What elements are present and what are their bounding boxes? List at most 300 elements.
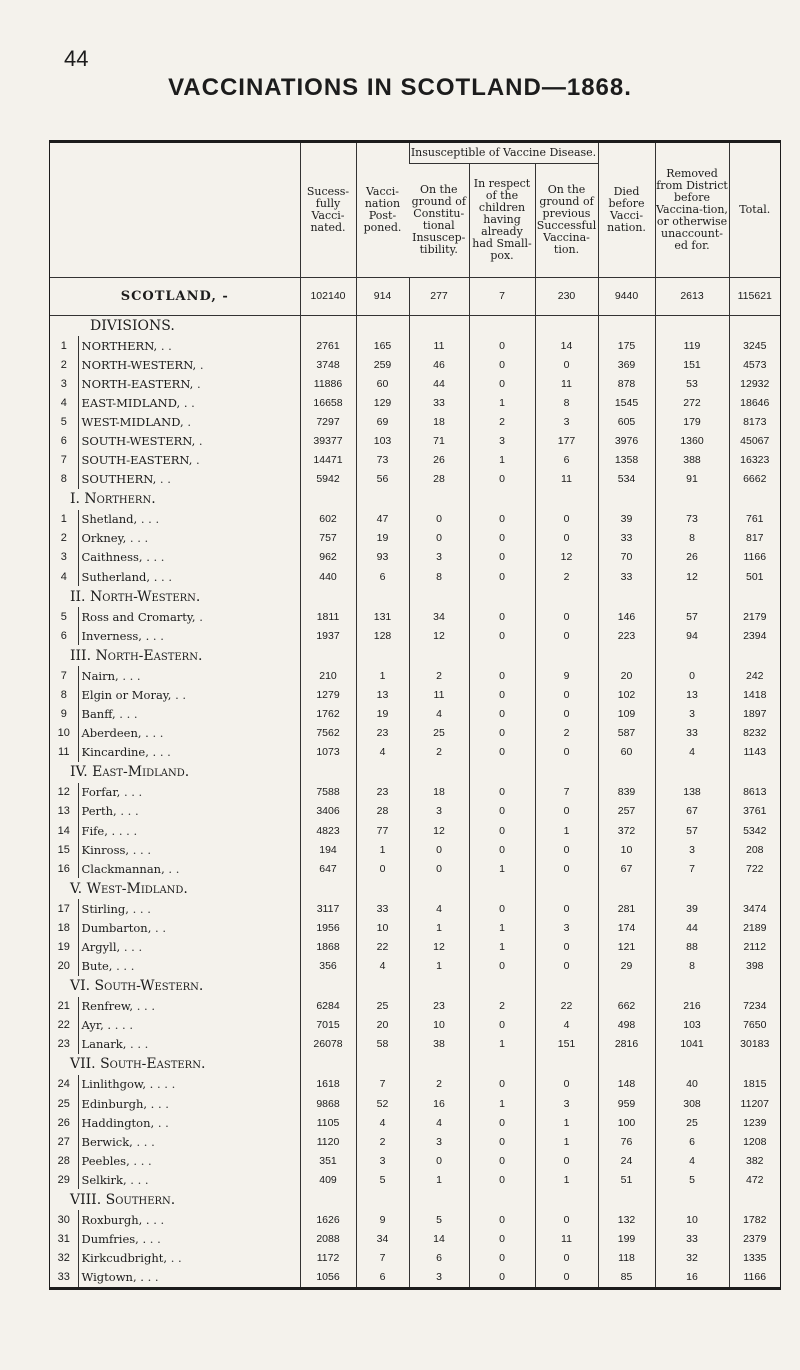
cell-total: 4573 xyxy=(729,355,780,374)
area-name: Ayr, . xyxy=(81,1018,112,1033)
county-row xyxy=(50,1035,780,1054)
cell-postponed: 6 xyxy=(356,567,409,586)
cell-constitutional: 10 xyxy=(409,1016,469,1035)
empty-cell xyxy=(469,1054,535,1075)
cell-successfully: 602 xyxy=(300,510,356,529)
cell-smallpox: 0 xyxy=(469,1249,535,1268)
empty-cell xyxy=(729,645,780,666)
section-heading xyxy=(50,878,780,899)
cell-previous: 1 xyxy=(535,1132,598,1151)
leader-dots: . xyxy=(196,376,201,391)
cell-died: 199 xyxy=(598,1230,655,1249)
area-name-cell xyxy=(78,1268,300,1287)
leader-dots: . xyxy=(191,395,195,410)
cell-smallpox: 2 xyxy=(469,412,535,431)
row-number: 30 xyxy=(57,1214,70,1227)
cell-total: 30183 xyxy=(729,1035,780,1054)
cell-previous: 0 xyxy=(535,626,598,645)
cell-smallpox: 0 xyxy=(469,470,535,489)
empty-cell xyxy=(729,315,780,336)
row-number: 15 xyxy=(57,843,70,856)
county-row xyxy=(50,783,780,802)
cell-died: 33 xyxy=(598,567,655,586)
empty-cell xyxy=(409,645,469,666)
empty-cell xyxy=(300,1189,356,1210)
row-number: 20 xyxy=(57,960,70,973)
area-name-cell xyxy=(78,859,300,878)
cell-previous: 0 xyxy=(535,743,598,762)
area-name-cell xyxy=(78,1132,300,1151)
area-name-cell xyxy=(78,1016,300,1035)
cell-smallpox: 0 xyxy=(469,529,535,548)
cell-postponed: 2 xyxy=(356,1132,409,1151)
cell-died: 20 xyxy=(598,666,655,685)
cell-previous: 3 xyxy=(535,1094,598,1113)
area-name: Edinburgh, . xyxy=(81,1096,155,1111)
cell-constitutional: 18 xyxy=(409,783,469,802)
row-number: 21 xyxy=(57,1000,70,1013)
cell-smallpox: 0 xyxy=(469,1016,535,1035)
cell-previous: 0 xyxy=(535,899,598,918)
row-number: 32 xyxy=(57,1252,70,1265)
cell-successfully: 5942 xyxy=(300,470,356,489)
cell-constitutional: 12 xyxy=(409,937,469,956)
cell-previous: 4 xyxy=(535,1016,598,1035)
area-name-cell xyxy=(78,957,300,976)
cell-removed: 8 xyxy=(655,529,729,548)
county-row xyxy=(50,821,780,840)
leader-dots: . . xyxy=(149,1232,161,1247)
area-name-cell xyxy=(78,355,300,374)
cell-total: 18646 xyxy=(729,393,780,412)
header-constitutional: On the ground of Constitu-tional Insuscep-tibility. xyxy=(409,163,469,277)
area-name: Stirling, xyxy=(81,901,129,916)
leader-dots: . . . xyxy=(123,939,143,954)
cell-previous: 14 xyxy=(535,336,598,355)
cell-previous: 2 xyxy=(535,724,598,743)
cell-postponed: 19 xyxy=(356,705,409,724)
cell-removed: 13 xyxy=(655,685,729,704)
row-number: 26 xyxy=(57,1116,70,1129)
cell-removed: 33 xyxy=(655,724,729,743)
cell-total: 7650 xyxy=(729,1016,780,1035)
leader-dots: . . . xyxy=(130,1037,149,1052)
cell-total: 12932 xyxy=(729,374,780,393)
area-name: Elgin or Moray, xyxy=(81,687,172,702)
cell-postponed: 0 xyxy=(356,859,409,878)
empty-cell xyxy=(729,878,780,899)
empty-cell xyxy=(598,315,655,336)
area-name-cell xyxy=(78,451,300,470)
section-heading xyxy=(50,586,780,607)
empty-cell xyxy=(535,586,598,607)
area-name: Aberdeen, . xyxy=(81,726,149,741)
row-number: 12 xyxy=(57,786,70,799)
empty-cell xyxy=(300,315,356,336)
area-name: NORTHERN, xyxy=(81,338,158,353)
cell-previous: 0 xyxy=(535,802,598,821)
cell-total: 2394 xyxy=(729,626,780,645)
empty-cell xyxy=(356,645,409,666)
cell-postponed: 165 xyxy=(356,336,409,355)
area-name-cell xyxy=(78,783,300,802)
leader-dots: . . xyxy=(153,550,165,565)
cell-previous: 177 xyxy=(535,431,598,450)
cell-constitutional: 4 xyxy=(409,1113,469,1132)
empty-cell xyxy=(356,489,409,510)
area-name: Banff, xyxy=(81,707,116,722)
area-name-cell xyxy=(78,412,300,431)
area-name: SOUTH-WESTERN, xyxy=(81,434,196,449)
row-number: 31 xyxy=(57,1233,70,1246)
cell-total: 2379 xyxy=(729,1230,780,1249)
row-number: 13 xyxy=(57,805,70,818)
empty-cell xyxy=(409,489,469,510)
cell-removed: 151 xyxy=(655,355,729,374)
cell-successfully: 440 xyxy=(300,567,356,586)
cell-died: 51 xyxy=(598,1170,655,1189)
empty-cell xyxy=(300,645,356,666)
cell-total: 242 xyxy=(729,666,780,685)
leader-dots: . . xyxy=(168,861,180,876)
header-previous: On the ground of previous Successful Vaccina-tion. xyxy=(535,163,598,277)
cell-previous: 0 xyxy=(535,705,598,724)
cell-died: 223 xyxy=(598,626,655,645)
empty-cell xyxy=(356,878,409,899)
empty-cell xyxy=(655,315,729,336)
area-name: Dumfries, . xyxy=(81,1232,147,1247)
row-number: 5 xyxy=(60,415,67,428)
row-number: 2 xyxy=(60,358,67,371)
cell-smallpox: 0 xyxy=(469,1268,535,1287)
cell-removed: 25 xyxy=(655,1113,729,1132)
leader-dots: . xyxy=(196,453,200,468)
cell-removed: 40 xyxy=(655,1075,729,1094)
county-row xyxy=(50,1249,780,1268)
cell-total: 16323 xyxy=(729,451,780,470)
empty-cell xyxy=(655,762,729,783)
area-name: Berwick, xyxy=(81,1134,133,1149)
row-number: 1 xyxy=(60,339,67,352)
leader-dots: . . xyxy=(152,628,164,643)
cell-constitutional: 11 xyxy=(409,336,469,355)
area-name-cell xyxy=(78,336,300,355)
county-row xyxy=(50,1151,780,1170)
cell-total: 2112 xyxy=(729,937,780,956)
cell-successfully: 1811 xyxy=(300,607,356,626)
empty-cell xyxy=(409,1189,469,1210)
cell-smallpox: 0 xyxy=(469,1151,535,1170)
cell-died: 878 xyxy=(598,374,655,393)
county-row xyxy=(50,626,780,645)
cell-smallpox: 1 xyxy=(469,393,535,412)
empty-cell xyxy=(356,586,409,607)
cell-died: 146 xyxy=(598,607,655,626)
empty-cell xyxy=(300,878,356,899)
cell-died: 100 xyxy=(598,1113,655,1132)
cell-constitutional: 44 xyxy=(409,374,469,393)
empty-cell xyxy=(729,1189,780,1210)
cell-died: 2816 xyxy=(598,1035,655,1054)
cell-previous: 0 xyxy=(535,957,598,976)
area-name-cell xyxy=(78,705,300,724)
cell-died: 102 xyxy=(598,685,655,704)
area-name: Kincardine, . xyxy=(81,745,157,760)
leader-dots: . xyxy=(199,357,204,372)
cell-successfully: 1762 xyxy=(300,705,356,724)
cell-previous: 0 xyxy=(535,685,598,704)
area-name-cell xyxy=(78,529,300,548)
empty-cell xyxy=(655,645,729,666)
section-heading-label: IV. East-Midland. xyxy=(70,764,190,781)
page-title: VACCINATIONS IN SCOTLAND—1868. xyxy=(168,74,632,101)
county-row xyxy=(50,529,780,548)
area-name-cell xyxy=(78,899,300,918)
empty-cell xyxy=(535,1054,598,1075)
area-name-cell xyxy=(78,1113,300,1132)
cell-died: 85 xyxy=(598,1268,655,1287)
row-number: 5 xyxy=(60,610,67,623)
row-number: 6 xyxy=(60,629,67,642)
cell-constitutional: 1 xyxy=(409,1170,469,1189)
cell-removed: 57 xyxy=(655,607,729,626)
empty-cell xyxy=(469,976,535,997)
cell-constitutional: 0 xyxy=(409,840,469,859)
area-name: Renfrew, xyxy=(81,999,134,1014)
cell-postponed: 20 xyxy=(356,1016,409,1035)
cell-postponed: 93 xyxy=(356,548,409,567)
area-name-cell xyxy=(78,666,300,685)
leader-dots: . . . xyxy=(122,668,141,683)
cell-died: 1545 xyxy=(598,393,655,412)
empty-cell xyxy=(409,1054,469,1075)
cell-died: 534 xyxy=(598,470,655,489)
empty-cell xyxy=(655,489,729,510)
cell-smallpox: 0 xyxy=(469,1113,535,1132)
county-row xyxy=(50,840,780,859)
cell-previous: 1 xyxy=(535,1113,598,1132)
cell-died: 175 xyxy=(598,336,655,355)
cell-removed: 216 xyxy=(655,997,729,1016)
cell-total: 8232 xyxy=(729,724,780,743)
leader-dots: . . xyxy=(160,338,172,353)
row-number: 22 xyxy=(57,1019,70,1032)
cell-removed: 94 xyxy=(655,626,729,645)
cell-died: 118 xyxy=(598,1249,655,1268)
cell-previous: 0 xyxy=(535,529,598,548)
cell-total: 1143 xyxy=(729,743,780,762)
cell-constitutional: 18 xyxy=(409,412,469,431)
cell-smallpox: 0 xyxy=(469,336,535,355)
cell-previous: 0 xyxy=(535,1210,598,1229)
area-name: Selkirk, xyxy=(81,1172,127,1187)
cell-constitutional: 26 xyxy=(409,451,469,470)
leader-dots: . . . xyxy=(114,1018,133,1033)
leader-dots: . . . xyxy=(123,785,143,800)
cell-removed: 1041 xyxy=(655,1035,729,1054)
cell-removed: 33 xyxy=(655,1230,729,1249)
page-number: 44 xyxy=(64,46,89,71)
cell-removed: 16 xyxy=(655,1268,729,1287)
cell-removed: 88 xyxy=(655,937,729,956)
row-number: 4 xyxy=(60,396,67,409)
cell-total: 6662 xyxy=(729,470,780,489)
cell-constitutional: 5 xyxy=(409,1210,469,1229)
empty-cell xyxy=(300,762,356,783)
row-number: 17 xyxy=(57,902,70,915)
area-name-cell xyxy=(78,685,300,704)
leader-dots: . . . xyxy=(132,901,151,916)
row-number: 23 xyxy=(57,1038,70,1051)
area-name-cell xyxy=(78,743,300,762)
cell-removed: 7 xyxy=(655,859,729,878)
cell-smallpox: 0 xyxy=(469,1132,535,1151)
leader-dots: . . xyxy=(152,726,164,741)
cell-postponed: 1 xyxy=(356,840,409,859)
section-heading xyxy=(50,976,780,997)
area-name: Caithness, . xyxy=(81,550,150,565)
cell-postponed: 131 xyxy=(356,607,409,626)
cell-previous: 3 xyxy=(535,918,598,937)
area-name-cell xyxy=(78,918,300,937)
cell-postponed: 129 xyxy=(356,393,409,412)
cell-constitutional: 38 xyxy=(409,1035,469,1054)
cell-successfully: 351 xyxy=(300,1151,356,1170)
cell-died: 109 xyxy=(598,705,655,724)
empty-cell xyxy=(535,762,598,783)
leader-dots: . . . xyxy=(118,823,138,838)
county-row xyxy=(50,1230,780,1249)
cell-constitutional: 71 xyxy=(409,431,469,450)
cell-died: 148 xyxy=(598,1075,655,1094)
section-heading xyxy=(50,762,780,783)
division-row xyxy=(50,355,780,374)
cell-smallpox: 0 xyxy=(469,899,535,918)
cell-postponed: 23 xyxy=(356,724,409,743)
scotland-label-cell xyxy=(50,277,300,315)
cell-postponed: 4 xyxy=(356,743,409,762)
cell-successfully: 409 xyxy=(300,1170,356,1189)
area-name-cell xyxy=(78,567,300,586)
section-heading-label: III. North-Eastern. xyxy=(70,647,203,664)
empty-cell xyxy=(535,878,598,899)
cell-successfully: 647 xyxy=(300,859,356,878)
cell-smallpox: 0 xyxy=(469,607,535,626)
cell-successfully: 2761 xyxy=(300,336,356,355)
cell-successfully: 1172 xyxy=(300,1249,356,1268)
area-name: NORTH-EASTERN, xyxy=(81,376,194,391)
leader-dots: . . . xyxy=(132,842,151,857)
county-row xyxy=(50,1113,780,1132)
leader-dots: . xyxy=(187,414,191,429)
empty-cell xyxy=(469,645,535,666)
cell-previous: 2 xyxy=(535,567,598,586)
cell-postponed: 69 xyxy=(356,412,409,431)
cell-successfully: 7015 xyxy=(300,1016,356,1035)
cell-constitutional: 12 xyxy=(409,626,469,645)
cell-smallpox: 3 xyxy=(469,431,535,450)
area-name-cell xyxy=(78,1230,300,1249)
cell-total: 2189 xyxy=(729,918,780,937)
empty-cell xyxy=(356,1189,409,1210)
area-name: Inverness, . xyxy=(81,628,150,643)
empty-cell xyxy=(655,586,729,607)
cell-postponed: 10 xyxy=(356,918,409,937)
leader-dots: . . . xyxy=(136,999,156,1014)
header-died: Died before Vacci-nation. xyxy=(598,143,655,277)
empty-cell xyxy=(598,1189,655,1210)
empty-cell xyxy=(729,762,780,783)
cell-previous: 0 xyxy=(535,355,598,374)
cell-constitutional: 0 xyxy=(409,529,469,548)
county-row xyxy=(50,1075,780,1094)
cell-successfully: 6284 xyxy=(300,997,356,1016)
cell-smallpox: 0 xyxy=(469,1075,535,1094)
area-name: Linlithgow, . xyxy=(81,1077,154,1092)
cell-total: 208 xyxy=(729,840,780,859)
county-row xyxy=(50,510,780,529)
leader-dots: . . . xyxy=(133,1153,152,1168)
cell-postponed: 6 xyxy=(356,1268,409,1287)
cell-smallpox: 1 xyxy=(469,1035,535,1054)
leader-dots: . xyxy=(198,434,203,449)
section-heading xyxy=(50,645,780,666)
cell-total: 7234 xyxy=(729,997,780,1016)
cell-postponed: 77 xyxy=(356,821,409,840)
cell-removed: 119 xyxy=(655,336,729,355)
cell-smallpox: 0 xyxy=(469,957,535,976)
cell-removed: 12 xyxy=(655,567,729,586)
cell-removed: 53 xyxy=(655,374,729,393)
cell-constitutional: 12 xyxy=(409,821,469,840)
cell-removed: 73 xyxy=(655,510,729,529)
empty-cell xyxy=(535,645,598,666)
area-name: Perth, xyxy=(81,804,117,819)
cell-successfully: 2088 xyxy=(300,1230,356,1249)
cell-died: 132 xyxy=(598,1210,655,1229)
area-name-cell xyxy=(78,393,300,412)
cell-successfully: 7562 xyxy=(300,724,356,743)
cell-removed: 1360 xyxy=(655,431,729,450)
section-heading-label: II. North-Western. xyxy=(70,588,201,605)
cell-constitutional: 11 xyxy=(409,685,469,704)
cell-constitutional: 4 xyxy=(409,899,469,918)
cell-died: 33 xyxy=(598,529,655,548)
cell-previous: 0 xyxy=(535,1075,598,1094)
cell-postponed: 52 xyxy=(356,1094,409,1113)
cell-died: 369 xyxy=(598,355,655,374)
cell-previous: 7 xyxy=(535,783,598,802)
empty-cell xyxy=(729,1054,780,1075)
county-row xyxy=(50,1016,780,1035)
cell-successfully: 1120 xyxy=(300,1132,356,1151)
vaccination-table xyxy=(50,143,780,1287)
section-heading-label: VI. South-Western. xyxy=(70,978,204,995)
section-heading xyxy=(50,489,780,510)
cell-removed: 32 xyxy=(655,1249,729,1268)
empty-cell xyxy=(356,976,409,997)
cell-smallpox: 0 xyxy=(469,724,535,743)
county-row xyxy=(50,937,780,956)
row-number: 33 xyxy=(57,1271,70,1284)
cell-smallpox: 1 xyxy=(469,451,535,470)
county-row xyxy=(50,548,780,567)
cell-previous: 9 xyxy=(535,666,598,685)
area-name-cell xyxy=(78,470,300,489)
cell-previous: 0 xyxy=(535,510,598,529)
row-number: 2 xyxy=(60,532,67,545)
scotland-total: 115621 xyxy=(729,277,780,315)
